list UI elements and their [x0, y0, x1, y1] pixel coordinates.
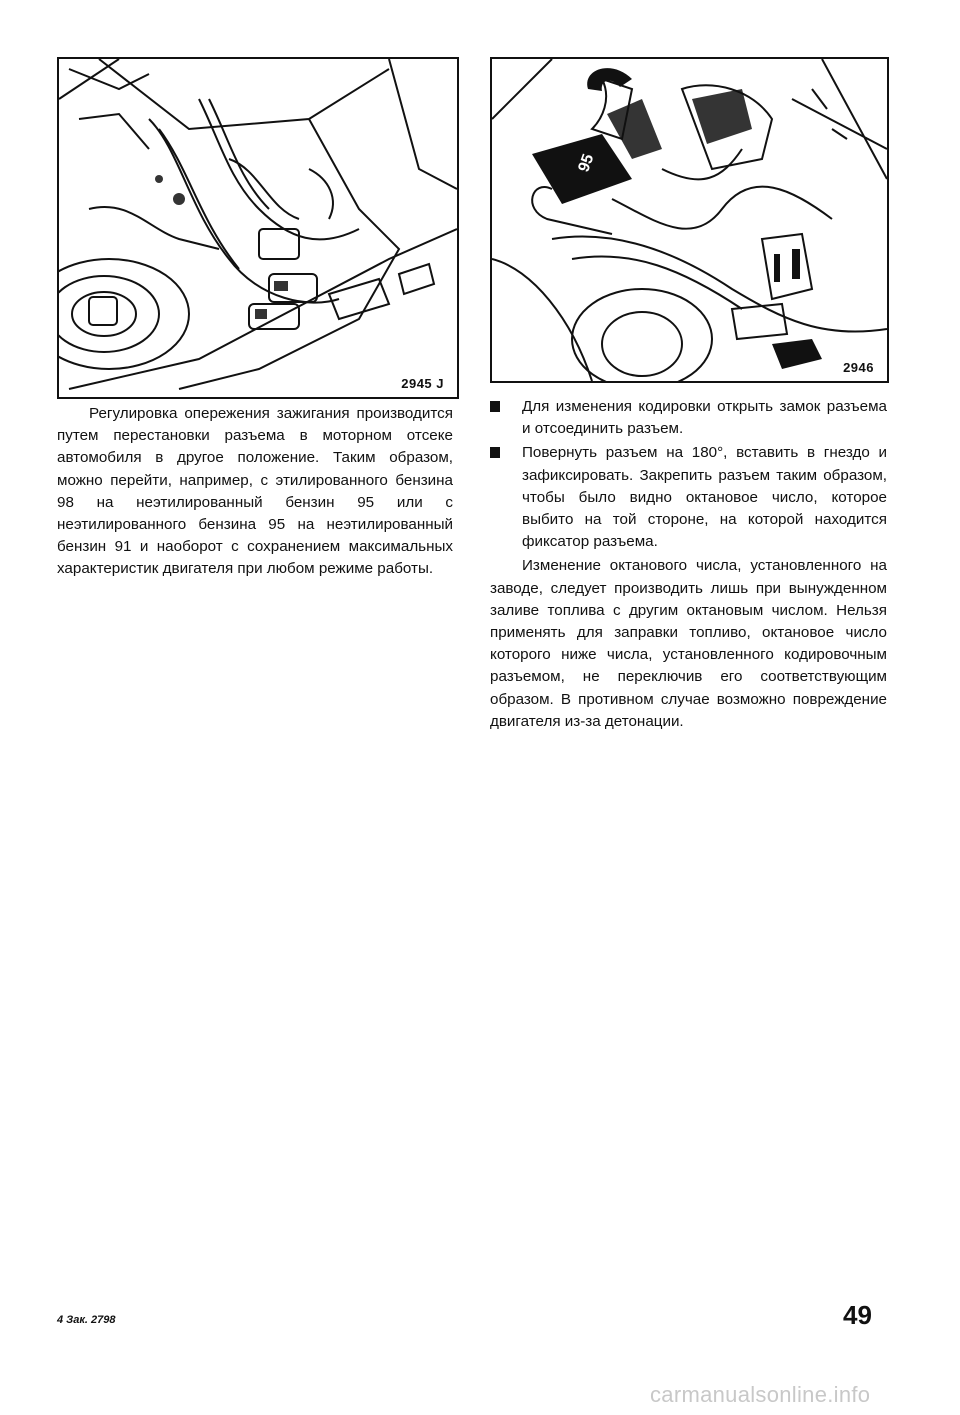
instruction-bullet	[490, 396, 887, 440]
connector-drawing	[492, 59, 887, 381]
left-text-column	[57, 403, 453, 581]
ignition-timing-paragraph: Регулировка опережения зажигания производится путем перестановки разъема в моторном отсеке автомобиля в другое положение. Таким образом, можно перейти, например, с этилированного бензина 98 на неэтилированный бензин 95 или с неэтилированного бензина 95 на неэтилированный бензин 91 и наоборот с сохранением максимальных характеристик двигателя при любом режиме работы.	[57, 405, 453, 578]
right-text-column	[490, 396, 887, 733]
figure-label: 2946	[840, 360, 877, 375]
bullet-square-icon	[490, 401, 500, 412]
bullet-text: Повернуть разъем на 180°, вставить в гнездо и зафиксировать. Закрепить разъем таким образом, чтобы было видно октановое число, которое выбито на той стороне, на которой находится фиксатор разъема.	[522, 444, 887, 551]
print-order-code: 4 Зак. 2798	[57, 1314, 116, 1326]
watermark: carmanualsonline.info	[650, 1382, 871, 1407]
octane-change-paragraph: Изменение октанового числа, установленного на заводе, следует производить лишь при вынужденном заливе топлива с другим октановым числом. Нельзя применять для заправки топливо, октановое число которого ниже числа, установленного кодировочным разъемом, не переключив его соответствующим образом. В противном случае возможно повреждение двигателя из-за детонации.	[490, 557, 887, 730]
octane-marking-on-connector: 95	[575, 151, 598, 175]
page-number: 49	[843, 1300, 872, 1330]
engine-bay-drawing	[59, 59, 457, 397]
engine-bay-illustration	[57, 57, 459, 399]
instruction-bullet	[490, 442, 887, 553]
figure-label: 2945 J	[398, 376, 447, 391]
connector-closeup-illustration	[490, 57, 889, 383]
bullet-square-icon	[490, 447, 500, 458]
bullet-text: Для изменения кодировки открыть замок разъема и отсоединить разъем.	[522, 398, 887, 438]
